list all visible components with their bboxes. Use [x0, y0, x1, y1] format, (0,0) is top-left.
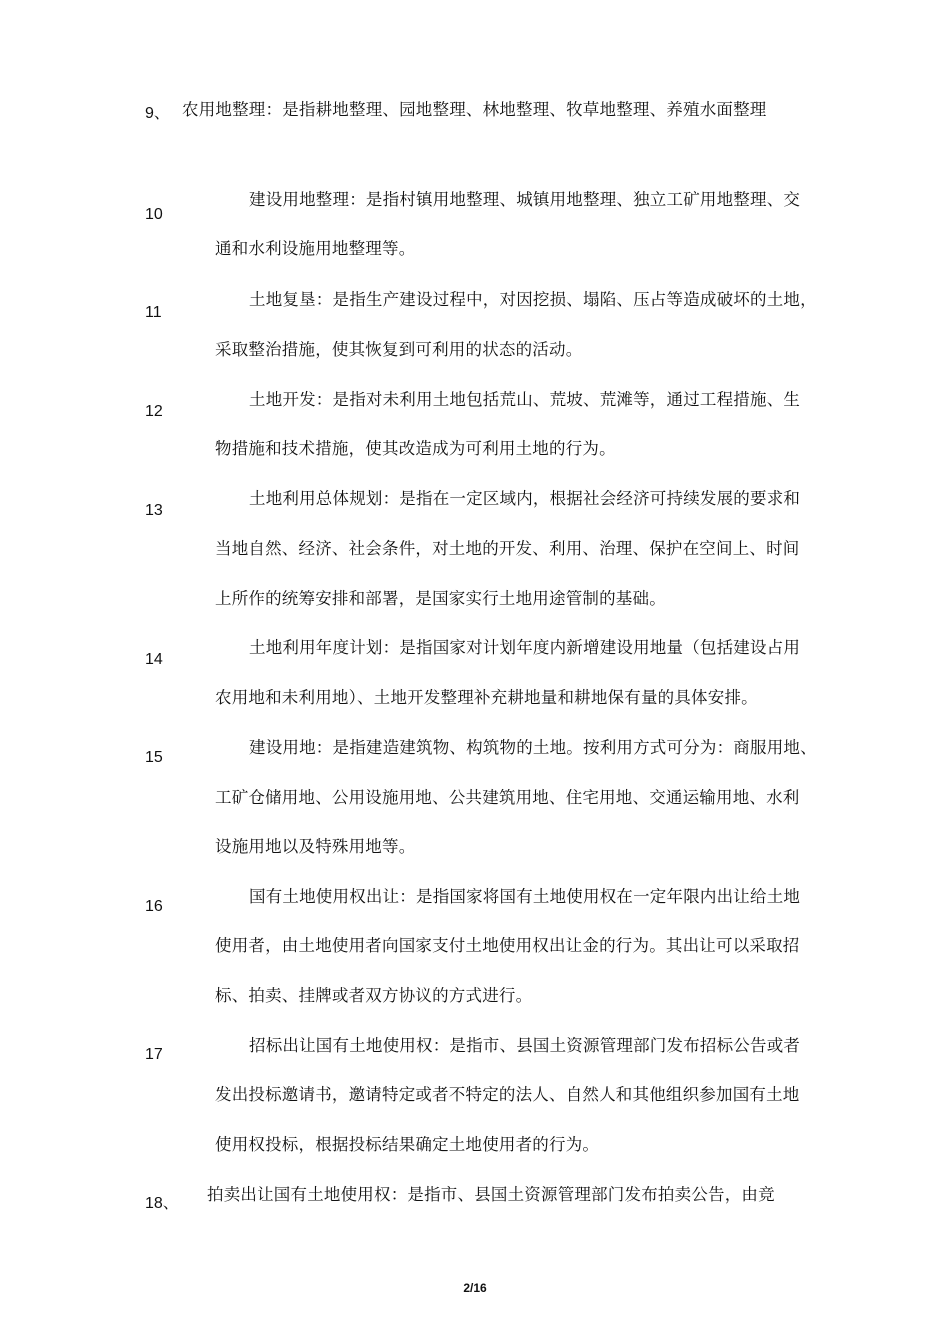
entry-text-line: 建设用地整理：是指村镇用地整理、城镇用地整理、独立工矿用地整理、交 — [249, 190, 801, 209]
entry-number: 16 — [145, 898, 163, 915]
entry-number: 14 — [145, 651, 163, 668]
entry-text-line: 使用权投标，根据投标结果确定土地使用者的行为。 — [215, 1135, 600, 1154]
entry-text-line: 拍卖出让国有土地使用权：是指市、县国土资源管理部门发布拍卖公告，由竞 — [207, 1185, 775, 1204]
entry-text-line: 发出投标邀请书，邀请特定或者不特定的法人、自然人和其他组织参加国有土地 — [215, 1085, 800, 1104]
entry-number: 10 — [145, 206, 163, 223]
entry-text-line: 土地开发：是指对未利用土地包括荒山、荒坡、荒滩等，通过工程措施、生 — [249, 390, 801, 409]
entry-text-line: 农用地整理：是指耕地整理、园地整理、林地整理、牧草地整理、养殖水面整理 — [182, 100, 767, 119]
entry-text-line: 土地利用年度计划：是指国家对计划年度内新增建设用地量（包括建设占用 — [249, 638, 801, 657]
entry-number: 15 — [145, 749, 163, 766]
entry-text-line: 使用者，由土地使用者向国家支付土地使用权出让金的行为。其出让可以采取招 — [215, 936, 800, 955]
entry-text-line: 标、拍卖、挂牌或者双方协议的方式进行。 — [215, 986, 533, 1005]
entry-number: 11 — [145, 304, 162, 321]
entry-text-line: 国有土地使用权出让：是指国家将国有土地使用权在一定年限内出让给土地 — [249, 887, 801, 906]
page-number: 2/16 — [463, 1281, 487, 1295]
entry-text-line: 土地利用总体规划：是指在一定区域内，根据社会经济可持续发展的要求和 — [249, 489, 801, 508]
entry-text-line: 物措施和技术措施，使其改造成为可利用土地的行为。 — [215, 439, 616, 458]
entry-text-line: 农用地和未利用地）、土地开发整理补充耕地量和耕地保有量的具体安排。 — [215, 688, 758, 707]
entry-text-line: 建设用地：是指建造建筑物、构筑物的土地。按利用方式可分为：商服用地、 — [249, 738, 817, 757]
entry-text-line: 招标出让国有土地使用权：是指市、县国土资源管理部门发布招标公告或者 — [249, 1036, 801, 1055]
entry-number: 18、 — [145, 1195, 179, 1212]
entry-number: 13 — [145, 502, 163, 519]
entry-number: 17 — [145, 1046, 163, 1063]
entry-number: 12 — [145, 403, 163, 420]
entry-text-line: 土地复垦：是指生产建设过程中，对因挖损、塌陷、压占等造成破坏的土地， — [249, 290, 817, 309]
entry-text-line: 采取整治措施，使其恢复到可利用的状态的活动。 — [215, 340, 583, 359]
entry-text-line: 工矿仓储用地、公用设施用地、公共建筑用地、住宅用地、交通运输用地、水利 — [215, 788, 800, 807]
entry-text-line: 通和水利设施用地整理等。 — [215, 239, 416, 258]
entry-text-line: 设施用地以及特殊用地等。 — [215, 837, 416, 856]
entry-number: 9、 — [145, 105, 170, 122]
entry-text-line: 上所作的统筹安排和部署，是国家实行土地用途管制的基础。 — [215, 589, 666, 608]
entry-text-line: 当地自然、经济、社会条件，对土地的开发、利用、治理、保护在空间上、时间 — [215, 539, 800, 558]
